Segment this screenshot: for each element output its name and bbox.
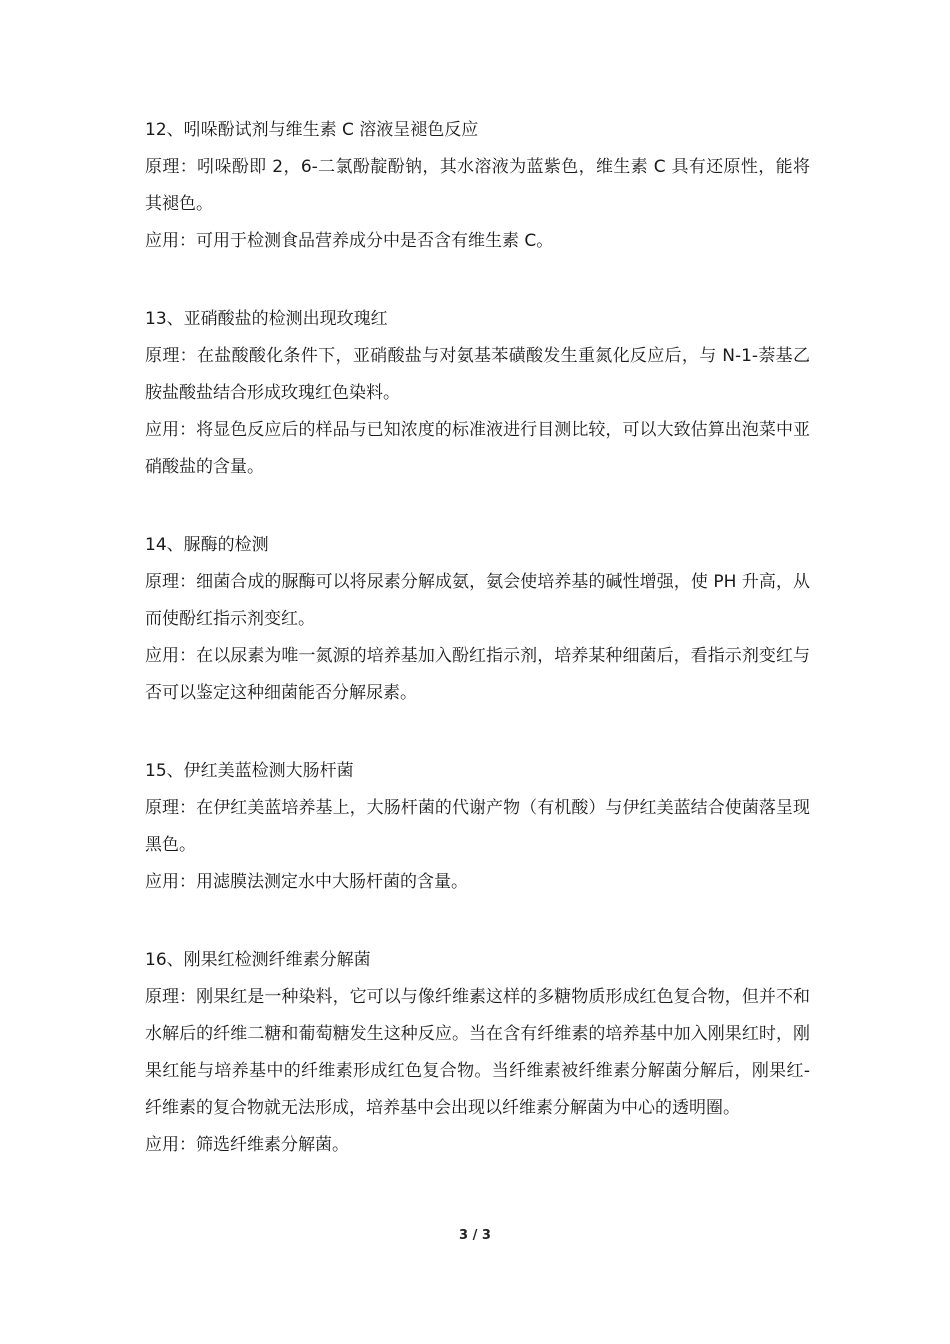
section-12 — [145, 112, 810, 260]
section-principle: 原理：吲哚酚即 2，6-二氯酚靛酚钠，其水溶液为蓝紫色，维生素 C 具有还原性，能将其褪色。 — [145, 157, 810, 214]
section-heading: 13、亚硝酸盐的检测出现玫瑰红 — [145, 309, 388, 329]
section-application: 应用：在以尿素为唯一氮源的培养基加入酚红指示剂，培养某种细菌后，看指示剂变红与否可以鉴定这种细菌能否分解尿素。 — [145, 646, 810, 703]
section-heading: 12、吲哚酚试剂与维生素 C 溶液呈褪色反应 — [145, 120, 479, 140]
section-16 — [145, 942, 810, 1164]
section-heading: 15、伊红美蓝检测大肠杆菌 — [145, 761, 354, 781]
section-application: 应用：可用于检测食品营养成分中是否含有维生素 C。 — [145, 231, 554, 251]
section-15 — [145, 753, 810, 901]
page-number: 3 / 3 — [459, 1228, 491, 1243]
section-14 — [145, 527, 810, 712]
section-principle: 原理：刚果红是一种染料，它可以与像纤维素这样的多糖物质形成红色复合物，但并不和水解后的纤维二糖和葡萄糖发生这种反应。当在含有纤维素的培养基中加入刚果红时，刚果红能与培养基中的纤维素形成红色复合物。当纤维素被纤维素分解菌分解后，刚果红-纤维素的复合物就无法形成，培养基中会出现以纤维素分解菌为中心的透明圈。 — [145, 987, 810, 1118]
section-application: 应用：筛选纤维素分解菌。 — [145, 1135, 349, 1155]
document-body — [145, 112, 810, 1205]
section-principle: 原理：细菌合成的脲酶可以将尿素分解成氨，氨会使培养基的碱性增强，使 PH 升高，从而使酚红指示剂变红。 — [145, 572, 810, 629]
section-13 — [145, 301, 810, 486]
section-application: 应用：用滤膜法测定水中大肠杆菌的含量。 — [145, 872, 468, 892]
section-heading: 16、刚果红检测纤维素分解菌 — [145, 950, 371, 970]
section-heading: 14、脲酶的检测 — [145, 535, 269, 555]
section-application: 应用：将显色反应后的样品与已知浓度的标准液进行目测比较，可以大致估算出泡菜中亚硝酸盐的含量。 — [145, 420, 810, 477]
section-principle: 原理：在盐酸酸化条件下，亚硝酸盐与对氨基苯磺酸发生重氮化反应后，与 N-1-萘基乙胺盐酸盐结合形成玫瑰红色染料。 — [145, 346, 810, 403]
section-principle: 原理：在伊红美蓝培养基上，大肠杆菌的代谢产物（有机酸）与伊红美蓝结合使菌落呈现黑色。 — [145, 798, 810, 855]
